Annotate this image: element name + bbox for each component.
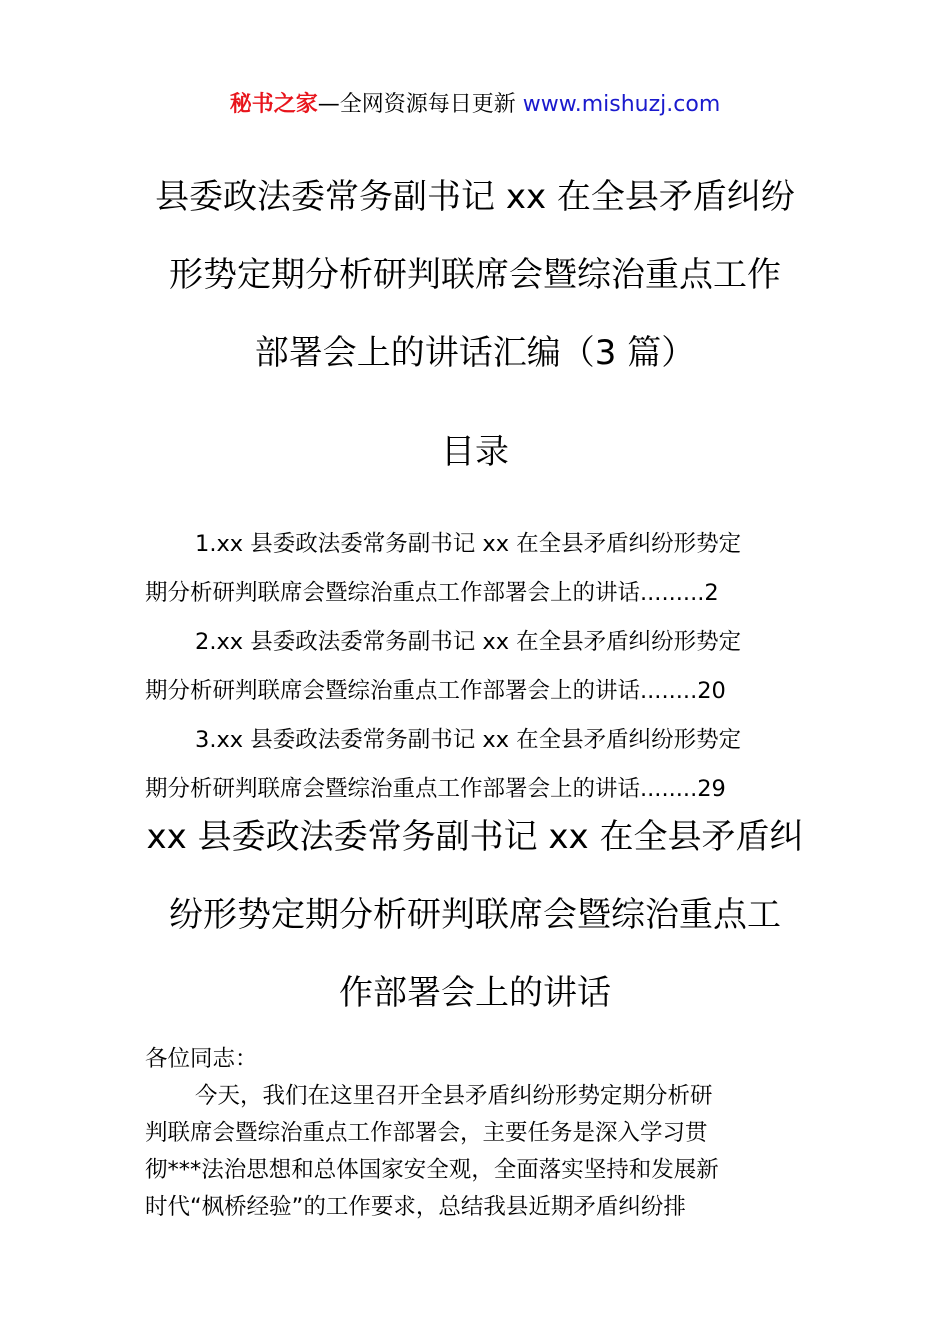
document-title-line: 县委政法委常务副书记 xx 在全县矛盾纠纷 xyxy=(155,177,795,217)
paragraph-line: 时代“枫桥经验”的工作要求，总结我县近期矛盾纠纷排 xyxy=(145,1194,686,1220)
paragraph-line: 判联席会暨综治重点工作部署会，主要任务是深入学习贯 xyxy=(145,1120,708,1146)
document-title xyxy=(120,158,830,392)
toc-entry-line: 期分析研判联席会暨综治重点工作部署会上的讲话.........2 xyxy=(145,580,719,606)
paragraph-line: 今天，我们在这里召开全县矛盾纠纷形势定期分析研 xyxy=(195,1083,713,1109)
table-of-contents xyxy=(145,520,810,814)
toc-entry-line: 1.xx 县委政法委常务副书记 xx 在全县矛盾纠纷形势定 xyxy=(195,531,742,557)
toc-entry-line: 期分析研判联席会暨综治重点工作部署会上的讲话........20 xyxy=(145,678,726,704)
site-header xyxy=(0,88,950,122)
toc-entry[interactable] xyxy=(145,618,810,716)
site-url-link[interactable]: www.mishuzj.com xyxy=(522,92,721,117)
brand-name: 秘书之家 xyxy=(229,92,318,117)
speech-title-line: 作部署会上的讲话 xyxy=(339,973,611,1013)
toc-entry[interactable] xyxy=(145,520,810,618)
paragraph-line: 彻***法治思想和总体国家安全观，全面落实坚持和发展新 xyxy=(145,1157,719,1183)
toc-entry-line: 3.xx 县委政法委常务副书记 xx 在全县矛盾纠纷形势定 xyxy=(195,727,742,753)
speech-body xyxy=(145,1041,810,1226)
speech-title xyxy=(120,798,830,1032)
toc-heading: 目录 xyxy=(441,432,509,472)
speech-title-line: 纷形势定期分析研判联席会暨综治重点工 xyxy=(169,895,781,935)
document-title-line: 部署会上的讲话汇编（3 篇） xyxy=(254,333,696,373)
speech-title-line: xx 县委政法委常务副书记 xx 在全县矛盾纠 xyxy=(146,817,804,857)
toc-entry-line: 期分析研判联席会暨综治重点工作部署会上的讲话........29 xyxy=(145,776,726,802)
salutation: 各位同志： xyxy=(145,1046,258,1072)
document-title-line: 形势定期分析研判联席会暨综治重点工作 xyxy=(169,255,781,295)
toc-entry-line: 2.xx 县委政法委常务副书记 xx 在全县矛盾纠纷形势定 xyxy=(195,629,742,655)
header-slogan: —全网资源每日更新 xyxy=(317,92,516,117)
